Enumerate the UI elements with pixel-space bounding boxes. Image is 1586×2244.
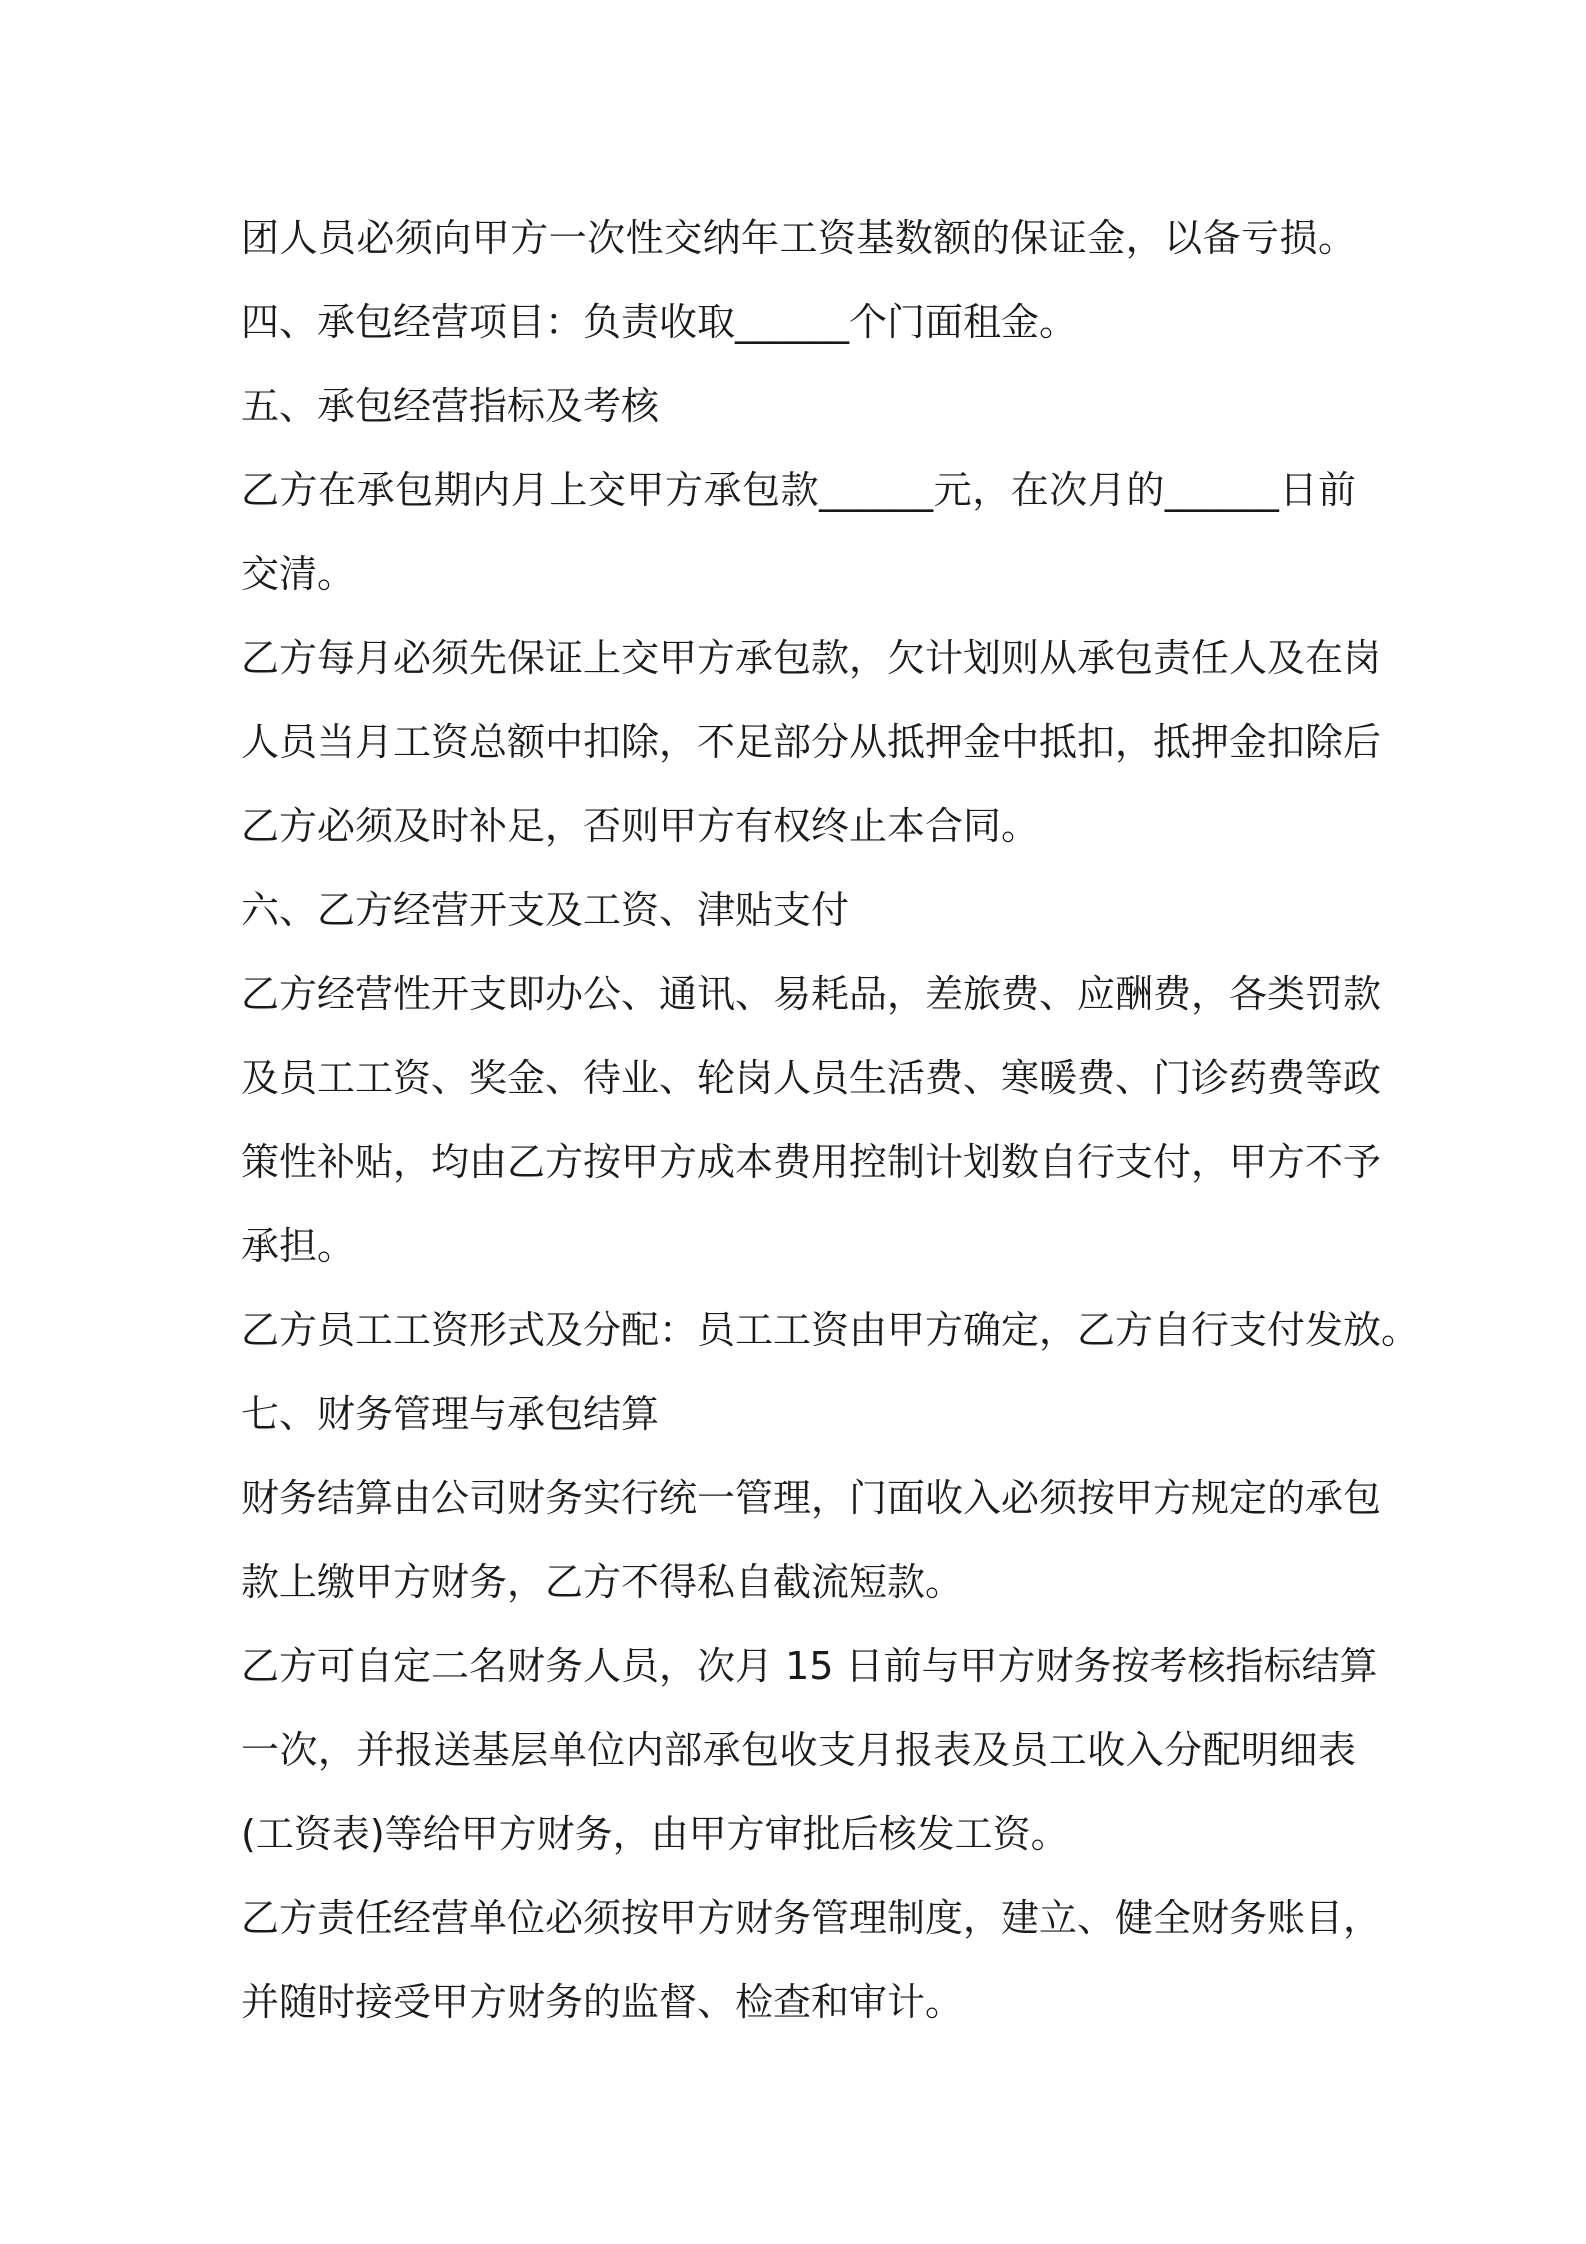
paragraph-line: 人员当月工资总额中扣除，不足部分从抵押金中抵扣，抵押金扣除后 <box>241 720 1382 764</box>
document-body <box>241 196 1420 2044</box>
paragraph-line: 乙方员工工资形式及分配：员工工资由甲方确定，乙方自行支付发放。 <box>241 1308 1420 1352</box>
section-heading-six: 六、乙方经营开支及工资、津贴支付 <box>241 888 850 932</box>
paragraph-line: 乙方责任经营单位必须按甲方财务管理制度，建立、健全财务账目， <box>241 1896 1382 1940</box>
paragraph-line: (工资表)等给甲方财务，由甲方审批后核发工资。 <box>241 1812 1069 1856</box>
paragraph-line: 团人员必须向甲方一次性交纳年工资基数额的保证金，以备亏损。 <box>241 216 1356 260</box>
paragraph-line: 款上缴甲方财务，乙方不得私自截流短款。 <box>241 1560 964 1604</box>
section-heading-four: 四、承包经营项目：负责收取______个门面租金。 <box>241 300 1078 344</box>
paragraph-line: 交清。 <box>241 552 356 596</box>
paragraph-line: 一次，并报送基层单位内部承包收支月报表及员工收入分配明细表 <box>241 1728 1356 1772</box>
paragraph-line: 及员工工资、奖金、待业、轮岗人员生活费、寒暖费、门诊药费等政 <box>241 1056 1382 1100</box>
paragraph-line: 乙方必须及时补足，否则甲方有权终止本合同。 <box>241 804 1040 848</box>
section-heading-seven: 七、财务管理与承包结算 <box>241 1392 660 1436</box>
paragraph-line: 财务结算由公司财务实行统一管理，门面收入必须按甲方规定的承包 <box>241 1476 1382 1520</box>
paragraph-line: 乙方经营性开支即办公、通讯、易耗品，差旅费、应酬费，各类罚款 <box>241 972 1382 1016</box>
paragraph-line: 策性补贴，均由乙方按甲方成本费用控制计划数自行支付，甲方不予 <box>241 1140 1382 1184</box>
paragraph-line: 乙方可自定二名财务人员，次月 15 日前与甲方财务按考核指标结算 <box>241 1644 1378 1688</box>
paragraph-line: 承担。 <box>241 1224 356 1268</box>
section-heading-five: 五、承包经营指标及考核 <box>241 384 660 428</box>
paragraph-line: 乙方在承包期内月上交甲方承包款______元，在次月的______日前 <box>241 468 1356 512</box>
paragraph-line: 乙方每月必须先保证上交甲方承包款，欠计划则从承包责任人及在岗 <box>241 636 1382 680</box>
paragraph-line: 并随时接受甲方财务的监督、检查和审计。 <box>241 1980 964 2024</box>
